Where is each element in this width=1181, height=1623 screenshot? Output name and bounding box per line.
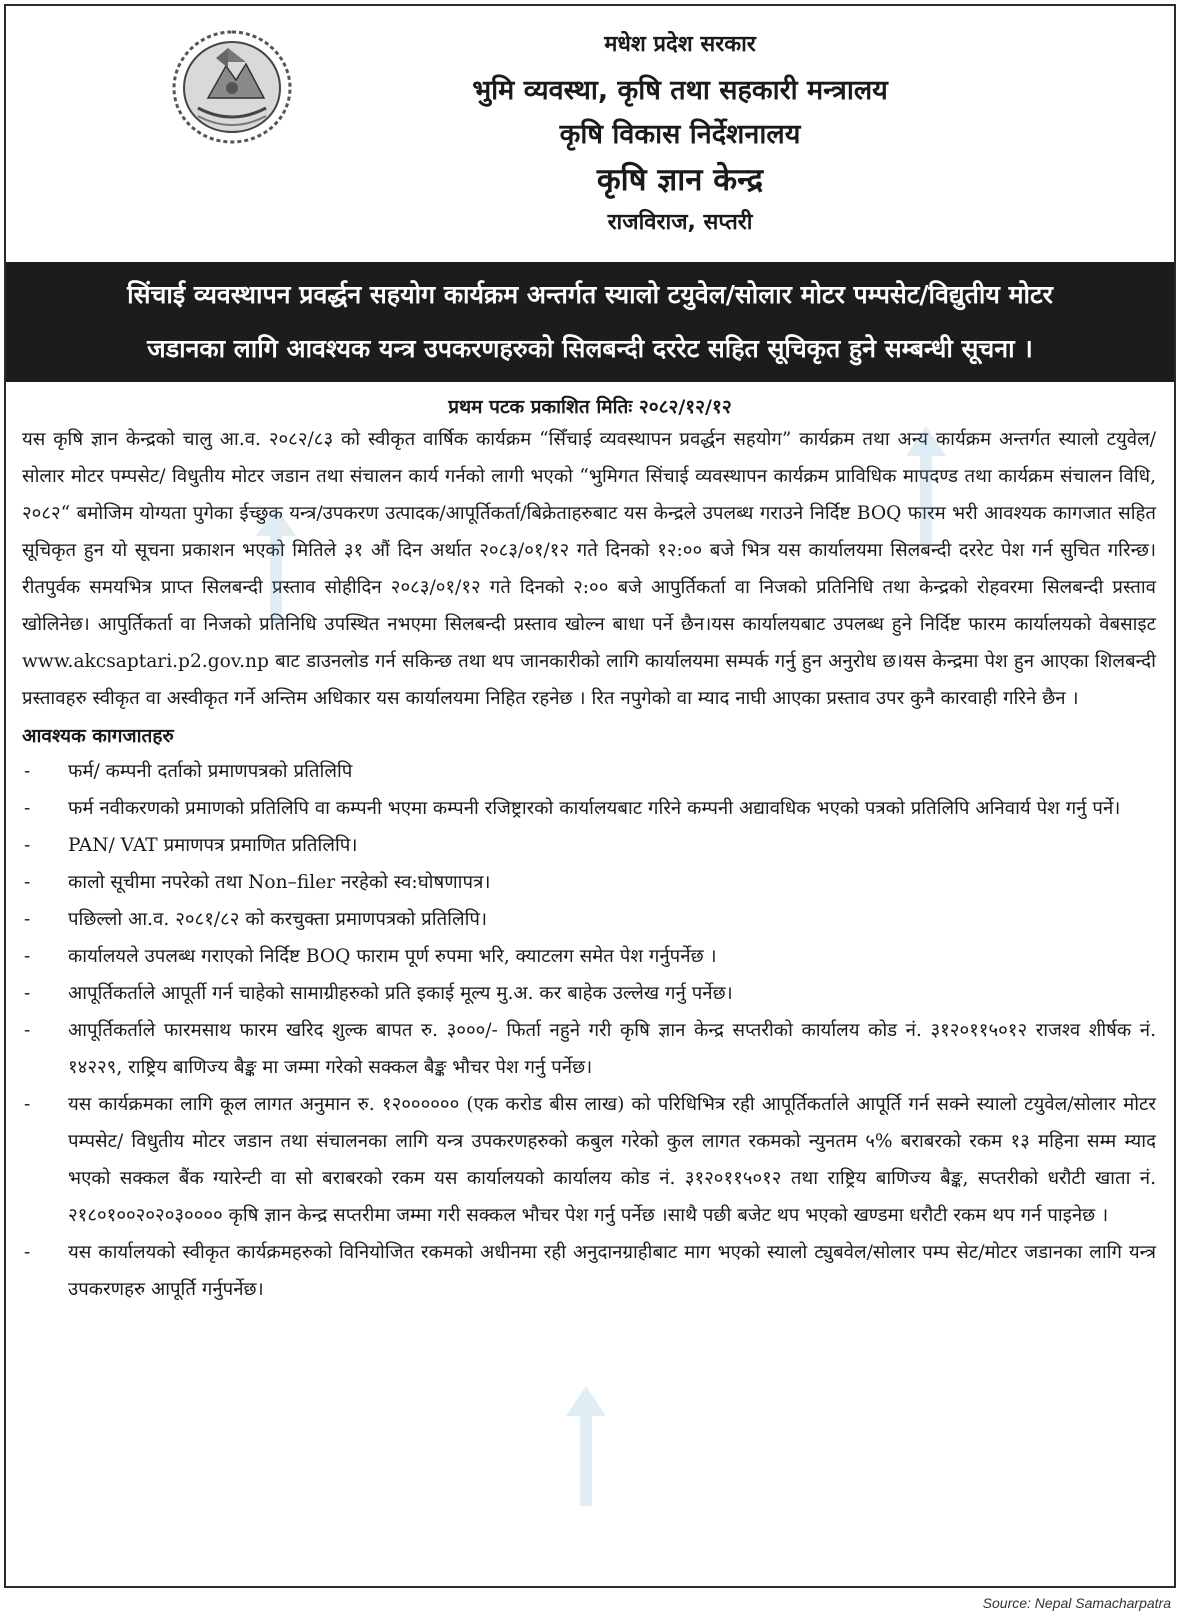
list-item [22, 901, 1156, 938]
bullet-dash: - [24, 761, 31, 782]
bullet-dash: - [24, 835, 31, 856]
list-item [22, 753, 1156, 790]
list-item [22, 1234, 1156, 1308]
list-item [22, 1012, 1156, 1086]
bullet-dash: - [24, 1242, 31, 1263]
documents-heading: आवश्यक कागजातहरु [22, 725, 174, 747]
list-item [22, 975, 1156, 1012]
watermark-arrow-icon [566, 1386, 606, 1506]
notice-paragraph: यस कृषि ज्ञान केन्द्रको चालु आ.व. २०८२/८३ को स्वीकृत वार्षिक कार्यक्रम “सिँचाई व्यवस्थापन प्रवर्द्धन सहयोग” कार्यक्रम तथा अन्य कार्यक्रम अन्तर्गत स्यालो टयुवेल/सोलार मोटर पम्पसेट/ विधुतीय मोटर जडान तथा संचालन कार्य गर्नको लागी भएको “भुमिगत सिंचाई व्यवस्थापन कार्यक्रम प्राविधिक मापदण्ड तथा कार्यक्रम संचालन विधि, २०८२“ बमोजिम योग्यता पुगेका ईच्छुक यन्त्र/उपकरण उत्पादक/आपूर्तिकर्ता/बिक्रेताहरुबाट यस केन्द्रले उपलब्ध गराउने निर्दिष्ट BOQ फारम भरी आवश्यक कागजात सहित सूचिकृत हुन यो सूचना प्रकाशन भएको मितिले ३१ औं दिन अर्थात २०८३/०१/१२ गते दिनको १२:०० बजे भित्र यस कार्यालयमा सिलबन्दी दररेट पेश गर्न सुचित गरिन्छ।रीतपुर्वक समयभित्र प्राप्त सिलबन्दी प्रस्ताव सोहीदिन २०८३/०१/१२ गते दिनको २:०० बजे आपुर्तिकर्ता वा निजको प्रतिनिधि तथा केन्द्रको रोहवरमा सिलबन्दी प्रस्ताव खोलिनेछ। आपुर्तिकर्ता वा निजको प्रतिनिधि उपस्थित नभएमा सिलबन्दी प्रस्ताव खोल्न बाधा पर्ने छैन।यस कार्यालयबाट उपलब्ध हुने निर्दिष्ट फारम कार्यालयको वेबसाइट www.akcsaptari.p2.gov.np बाट डाउनलोड गर्न सकिन्छ तथा थप जानकारीको लागि कार्यालयमा सम्पर्क गर्नु हुन अनुरोध छ।यस केन्द्रमा पेश हुन आएका शिलबन्दी प्रस्तावहरु स्वीकृत वा अस्वीकृत गर्ने अन्तिम अधिकार यस कार्यालयमा निहित रहनेछ । रित नपुगेको वा म्याद नाघी आएका प्रस्ताव उपर कुनै कारवाही गरिने छैन । [22, 429, 1156, 709]
documents-list [22, 753, 1156, 1308]
list-item-text: PAN/ VAT प्रमाणपत्र प्रमाणित प्रतिलिपि। [68, 835, 358, 856]
bullet-dash: - [24, 909, 31, 930]
list-item-text: पछिल्लो आ.व. २०८१/८२ को करचुक्ता प्रमाणपत्रको प्रतिलिपि। [68, 909, 488, 930]
list-item-text: कालो सूचीमा नपरेको तथा Non–filer नरहेको स्व:घोषणापत्र। [68, 872, 491, 893]
government-name: मधेश प्रदेश सरकार [604, 32, 756, 57]
notice-title-banner [6, 262, 1174, 382]
list-item-text: फर्म/ कम्पनी दर्ताको प्रमाणपत्रको प्रतिलिपि [68, 761, 353, 782]
source-credit: Source: Nepal Samacharpatra [982, 1595, 1171, 1611]
notice-title-line-2: जडानका लागि आवश्यक यन्त्र उपकरणहरुको सिलबन्दी दररेट सहित सूचिकृत हुने सम्बन्धी सूचना । [147, 334, 1033, 363]
bullet-dash: - [24, 983, 31, 1004]
list-item-text: आपूर्तिकर्ताले फारमसाथ फारम खरिद शुल्क बापत रु. ३०००/- फिर्ता नहुने गरी कृषि ज्ञान केन्द्र सप्तरीको कार्यालय कोड नं. ३१२०११५०१२ राजश्व शीर्षक नं. १४२२९, राष्ट्रिय बाणिज्य बैङ्क मा जम्मा गरेको सक्कल बैङ्क भौचर पेश गर्नु पर्नेछ। [68, 1020, 1156, 1078]
list-item-text: फर्म नवीकरणको प्रमाणको प्रतिलिपि वा कम्पनी भएमा कम्पनी रजिष्ट्रारको कार्यालयबाट गरिने कम्पनी अद्यावधिक भएको पत्रको प्रतिलिपि अनिवार्य पेश गर्नु पर्ने। [68, 798, 1121, 819]
list-item [22, 1086, 1156, 1234]
published-date: प्रथम पटक प्रकाशित मितिः २०८२/१२/१२ [448, 396, 732, 418]
notice-frame [4, 4, 1176, 1588]
office-name: कृषि ज्ञान केन्द्र [596, 162, 764, 198]
bullet-dash: - [24, 946, 31, 967]
list-item-text: यस कार्यालयको स्वीकृत कार्यक्रमहरुको विनियोजित रकमको अधीनमा रही अनुदानग्राहीबाट माग भएको स्यालो ट्युबवेल/सोलार पम्प सेट/मोटर जडानका लागि यन्त्र उपकरणहरु आपूर्ति गर्नुपर्नेछ। [68, 1242, 1156, 1300]
bullet-dash: - [24, 872, 31, 893]
list-item [22, 864, 1156, 901]
list-item [22, 790, 1156, 827]
organization-names [186, 34, 1174, 234]
list-item [22, 938, 1156, 975]
list-item [22, 827, 1156, 864]
notice-header [6, 6, 1174, 262]
bullet-dash: - [24, 798, 31, 819]
list-item-text: आपूर्तिकर्ताले आपूर्ती गर्न चाहेको सामाग्रीहरुको प्रति इकाई मूल्य मु.अ. कर बाहेक उल्लेख गर्नु पर्नेछ। [68, 983, 733, 1004]
directorate-name: कृषि विकास निर्देशनालय [559, 119, 801, 150]
notice-title-line-1: सिंचाई व्यवस्थापन प्रवर्द्धन सहयोग कार्यक्रम अन्तर्गत स्यालो टयुवेल/सोलार मोटर पम्पसेट/विद्युतीय मोटर [127, 280, 1053, 309]
office-location: राजविराज, सप्तरी [607, 210, 753, 235]
bullet-dash: - [24, 1020, 31, 1041]
list-item-text: यस कार्यक्रमका लागि कूल लागत अनुमान रु. १२०००००० (एक करोड बीस लाख) को परिधिभित्र रही आपूर्तिकर्ताले आपूर्ति गर्न सक्ने स्यालो टयुवेल/सोलार मोटर पम्पसेट/ विधुतीय मोटर जडान तथा संचालनका लागि यन्त्र उपकरणहरुको कबुल गरेको कुल लागत रकमको न्युनतम ५% बराबरको रकम १३ महिना सम्म म्याद भएको सक्कल बैंक ग्यारेन्टी वा सो बराबरको रकम यस कार्यालयको कार्यालय कोड नं. ३१२०११५०१२ तथा राष्ट्रिय बाणिज्य बैङ्क, सप्तरीको धरौटी खाता नं. २१८०१००२०२०३०००० कृषि ज्ञान केन्द्र सप्तरीमा जम्मा गरी सक्कल भौचर पेश गर्नु पर्नेछ ।साथै पछी बजेट थप भएको खण्डमा धरौटी रकम थप गर्न पाइनेछ । [68, 1094, 1156, 1226]
ministry-name: भुमि व्यवस्था, कृषि तथा सहकारी मन्त्रालय [472, 75, 888, 106]
notice-body [6, 421, 1174, 1308]
bullet-dash: - [24, 1094, 31, 1115]
list-item-text: कार्यालयले उपलब्ध गराएको निर्दिष्ट BOQ फाराम पूर्ण रुपमा भरि, क्याटलग समेत पेश गर्नुपर्नेछ । [68, 946, 717, 967]
